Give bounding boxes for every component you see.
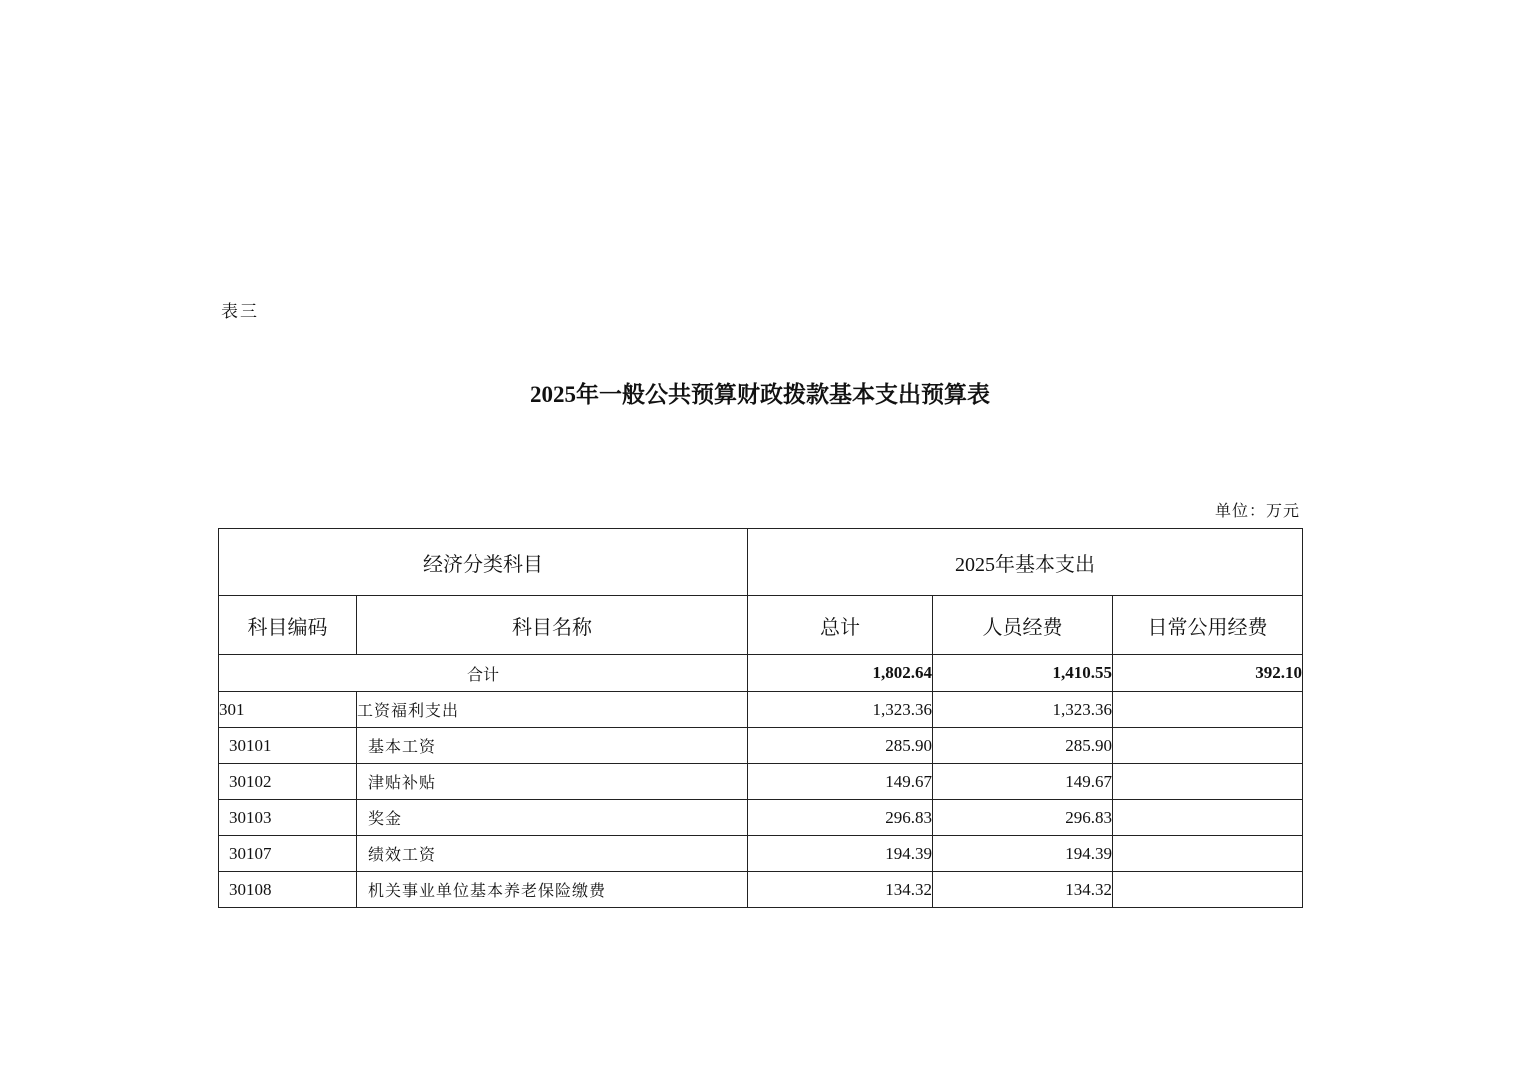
table-row (219, 872, 1303, 908)
row-code: 30103 (219, 800, 357, 836)
row-name: 基本工资 (357, 728, 748, 764)
row-personnel: 194.39 (933, 836, 1113, 872)
table-number-label: 表三 (221, 302, 259, 321)
header-public-expense: 日常公用经费 (1113, 596, 1303, 655)
row-total: 285.90 (748, 728, 933, 764)
total-row (219, 655, 1303, 692)
header-column-row (219, 596, 1303, 655)
header-personnel-expense: 人员经费 (933, 596, 1113, 655)
row-public (1113, 764, 1303, 800)
row-public (1113, 872, 1303, 908)
total-personnel: 1,410.55 (933, 655, 1113, 692)
table-row (219, 764, 1303, 800)
header-group-row (219, 529, 1303, 596)
row-personnel: 149.67 (933, 764, 1113, 800)
row-total: 134.32 (748, 872, 933, 908)
row-public (1113, 728, 1303, 764)
row-public (1113, 800, 1303, 836)
unit-label: 单位：万元 (1214, 503, 1300, 520)
row-public (1113, 836, 1303, 872)
row-name: 机关事业单位基本养老保险缴费 (357, 872, 748, 908)
row-code: 30108 (219, 872, 357, 908)
header-economic-classification: 经济分类科目 (219, 529, 748, 596)
row-code: 30102 (219, 764, 357, 800)
row-personnel: 134.32 (933, 872, 1113, 908)
row-personnel: 1,323.36 (933, 692, 1113, 728)
row-name: 工资福利支出 (357, 692, 748, 728)
header-basic-expenditure: 2025年基本支出 (748, 529, 1303, 596)
row-total: 149.67 (748, 764, 933, 800)
table-row (219, 692, 1303, 728)
total-label: 合计 (219, 655, 748, 692)
table-row (219, 728, 1303, 764)
header-subject-name: 科目名称 (357, 596, 748, 655)
table-row (219, 800, 1303, 836)
header-subject-code: 科目编码 (219, 596, 357, 655)
row-name: 奖金 (357, 800, 748, 836)
header-total: 总计 (748, 596, 933, 655)
row-total: 194.39 (748, 836, 933, 872)
row-name: 津贴补贴 (357, 764, 748, 800)
row-total: 296.83 (748, 800, 933, 836)
row-code: 30101 (219, 728, 357, 764)
row-name: 绩效工资 (357, 836, 748, 872)
total-amount: 1,802.64 (748, 655, 933, 692)
row-personnel: 285.90 (933, 728, 1113, 764)
row-personnel: 296.83 (933, 800, 1113, 836)
budget-table (218, 528, 1303, 908)
row-code: 301 (219, 692, 357, 728)
row-public (1113, 692, 1303, 728)
document-title: 2025年一般公共预算财政拨款基本支出预算表 (530, 382, 990, 407)
row-total: 1,323.36 (748, 692, 933, 728)
total-public: 392.10 (1113, 655, 1303, 692)
table-row (219, 836, 1303, 872)
row-code: 30107 (219, 836, 357, 872)
